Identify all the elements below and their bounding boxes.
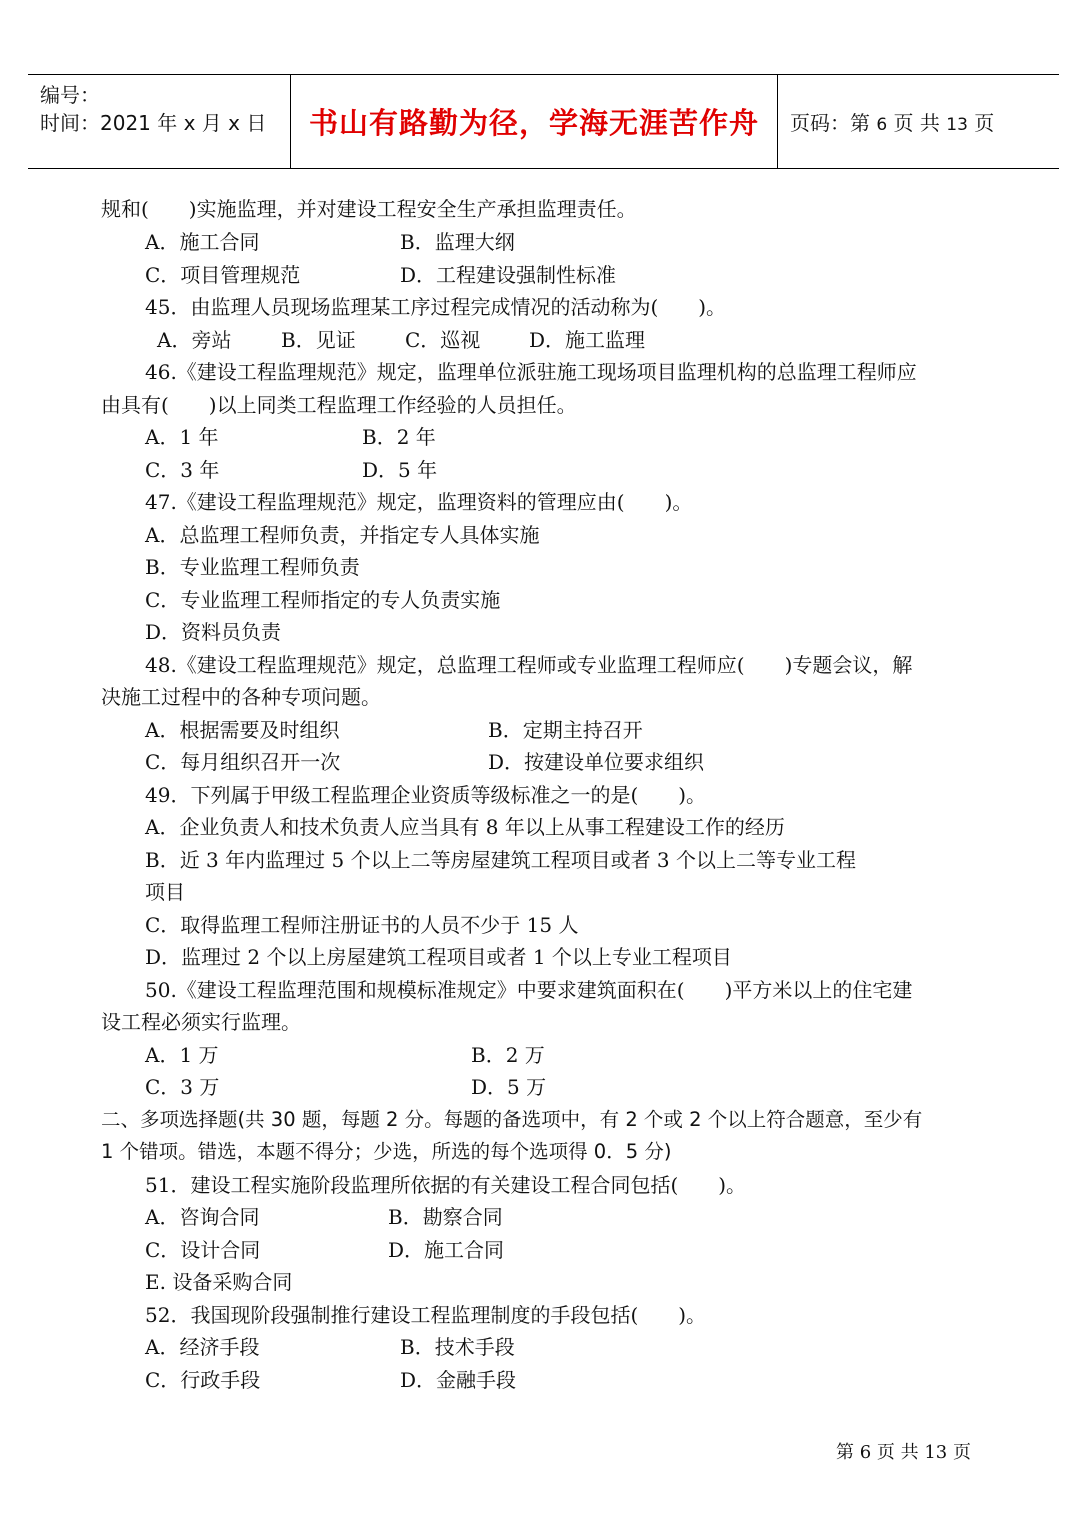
option-a: A．施工合同 (145, 230, 260, 254)
option-d: D．施工合同 (388, 1238, 505, 1262)
header-motto-cell (291, 75, 778, 168)
page-current: 6 (876, 115, 888, 135)
option-c: C．专业监理工程师指定的专人负责实施 (145, 588, 501, 612)
question-46: 46.《建设工程监理规范》规定，监理单位派驻施工现场项目监理机构的总监理工程师应 (145, 360, 917, 384)
page-header (28, 74, 1059, 169)
option-d: D．施工监理 (529, 328, 646, 352)
option-d: D．5 年 (362, 458, 438, 482)
number-label: 编号： (40, 83, 100, 107)
option-c: C．行政手段 (145, 1368, 261, 1392)
option-d: D．工程建设强制性标准 (400, 263, 617, 287)
option-b: B．监理大纲 (400, 230, 515, 254)
question-50: 50.《建设工程监理范围和规模标准规定》中要求建筑面积在( )平方米以上的住宅建 (145, 978, 913, 1002)
option-c: C．巡视 (405, 328, 481, 352)
option-c: C．3 万 (145, 1075, 220, 1099)
option-a: A．企业负责人和技术负责人应当具有 8 年以上从事工程建设工作的经历 (145, 815, 785, 839)
option-d: D．5 万 (471, 1075, 547, 1099)
question-47: 47.《建设工程监理规范》规定，监理资料的管理应由( )。 (145, 490, 693, 514)
option-d: D．资料员负责 (145, 620, 282, 644)
option-a: A．1 年 (145, 425, 219, 449)
option-c: C．设计合同 (145, 1238, 261, 1262)
page-suffix: 页 (974, 111, 995, 135)
section-heading-cont: 1 个错项。错选，本题不得分；少选，所选的每个选项得 0．5 分) (101, 1140, 672, 1163)
question-51: 51．建设工程实施阶段监理所依据的有关建设工程合同包括( )。 (145, 1173, 747, 1197)
option-c: C．每月组织召开一次 (145, 750, 341, 774)
option-a: A．咨询合同 (145, 1205, 260, 1229)
option-d: D．监理过 2 个以上房屋建筑工程项目或者 1 个以上专业工程项目 (145, 945, 732, 969)
option-a: A．根据需要及时组织 (145, 718, 340, 742)
option-c: C．项目管理规范 (145, 263, 301, 287)
option-b: B．近 3 年内监理过 5 个以上二等房屋建筑工程项目或者 3 个以上二等专业工程 (145, 848, 857, 872)
option-b: B．勘察合同 (388, 1205, 503, 1229)
option-d: D．按建设单位要求组织 (488, 750, 705, 774)
option-a: A．经济手段 (145, 1335, 260, 1359)
page-total: 13 (946, 115, 968, 135)
time-label: 时间：2021 年 x 月 x 日 (40, 111, 267, 135)
option-d: D．金融手段 (400, 1368, 517, 1392)
option-c: C．3 年 (145, 458, 220, 482)
page-mid: 页 共 (893, 111, 940, 135)
option-c: C．取得监理工程师注册证书的人员不少于 15 人 (145, 913, 579, 937)
option-b: B．专业监理工程师负责 (145, 555, 360, 579)
option-e: E. 设备采购合同 (145, 1270, 293, 1294)
option-a: A．旁站 (157, 328, 232, 352)
option-b: B．技术手段 (400, 1335, 515, 1359)
option-b: B．定期主持召开 (488, 718, 643, 742)
page-footer: 第 6 页 共 13 页 (836, 1442, 971, 1463)
option-a: A．1 万 (145, 1043, 219, 1067)
question-48: 48.《建设工程监理规范》规定，总监理工程师或专业监理工程师应( )专题会议，解 (145, 653, 913, 677)
question-45: 45．由监理人员现场监理某工序过程完成情况的活动称为( )。 (145, 295, 727, 319)
page-indicator (790, 107, 994, 136)
option-b: B．见证 (281, 328, 356, 352)
header-info-cell (28, 75, 291, 168)
section-heading: 二、多项选择题(共 30 题，每题 2 分。每题的备选项中，有 2 个或 2 个以上符合题意，至少有 (101, 1108, 923, 1131)
option-b: B．2 万 (471, 1043, 545, 1067)
question-49: 49．下列属于甲级工程监理企业资质等级标准之一的是( )。 (145, 783, 707, 807)
question-52: 52．我国现阶段强制推行建设工程监理制度的手段包括( )。 (145, 1303, 707, 1327)
text-line: 由具有( )以上同类工程监理工作经验的人员担任。 (101, 393, 577, 417)
text-line: 设工程必须实行监理。 (101, 1010, 301, 1034)
option-a: A．总监理工程师负责，并指定专人具体实施 (145, 523, 540, 547)
text-line: 项目 (145, 880, 185, 904)
motto: 书山有路勤为径，学海无涯苦作舟 (308, 106, 759, 140)
text-line: 规和( )实施监理，并对建设工程安全生产承担监理责任。 (101, 197, 637, 221)
header-page-cell (778, 75, 1059, 168)
option-b: B．2 年 (362, 425, 436, 449)
page-prefix: 页码：第 (790, 111, 870, 135)
text-line: 决施工过程中的各种专项问题。 (101, 685, 381, 709)
